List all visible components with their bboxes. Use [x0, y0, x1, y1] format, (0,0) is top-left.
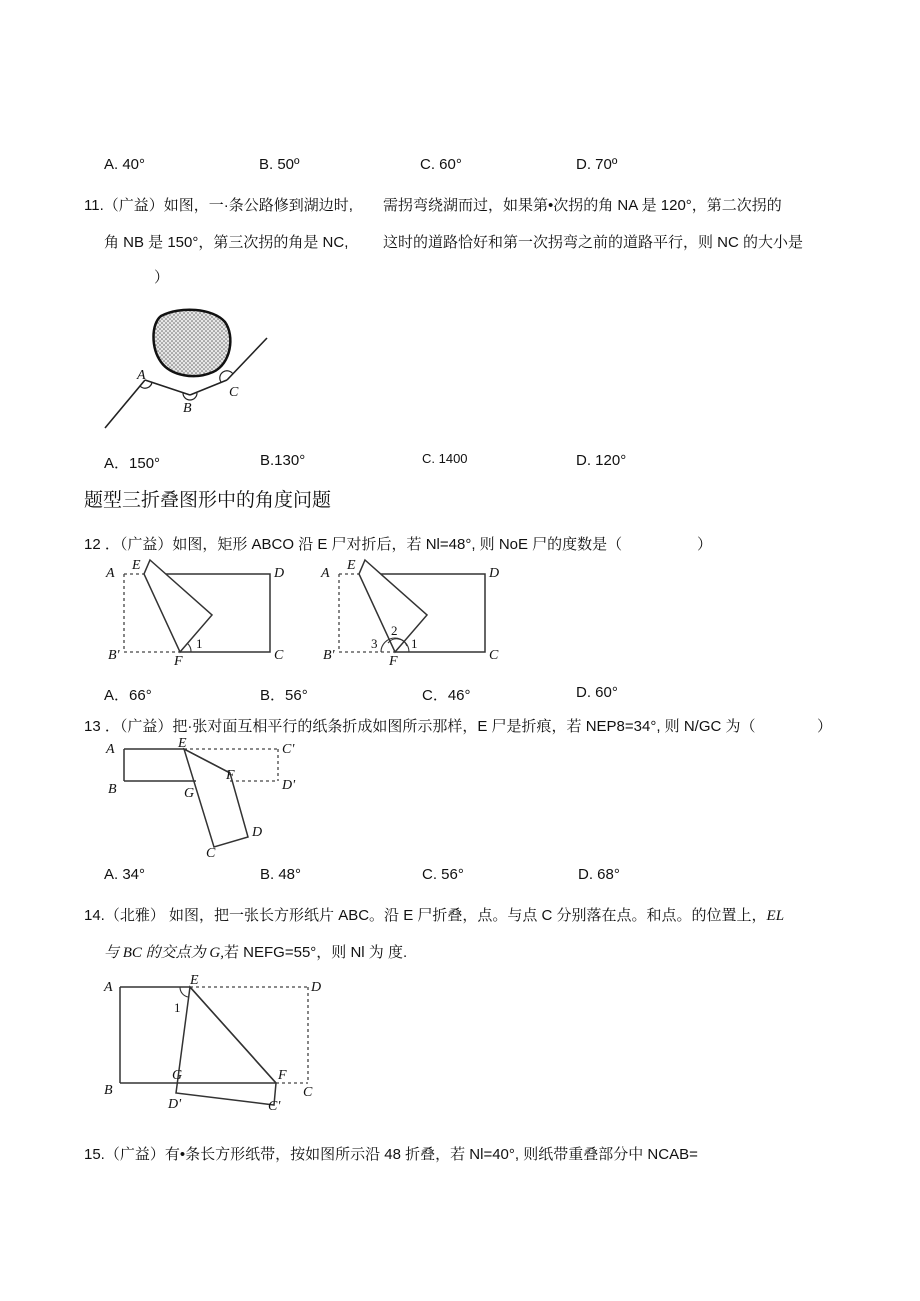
q12-fig2-label-3: 3 — [371, 636, 378, 651]
q12-option-a: A．66° — [104, 687, 152, 704]
road-segment-1 — [105, 380, 145, 428]
q11-fig-label-c: C — [229, 385, 239, 400]
q11-fig-label-b: B — [183, 401, 192, 416]
q12-text: 12 ．（广益）如图，矩形 ABCO 沿 E 尸对折后，若 Nl=48°, 则 NoE 尸的度数是（ — [84, 536, 623, 553]
q14-fig-label-e: E — [190, 973, 199, 988]
q13-fig-label-a: A — [106, 742, 115, 757]
q12-option-c: C．46° — [422, 687, 471, 704]
road-segment-3 — [190, 380, 227, 395]
q12-fig2-label-a: A — [321, 566, 330, 581]
q10-option-c: C. 60° — [420, 156, 462, 173]
q14-line1 — [84, 904, 784, 925]
q13-figure — [100, 735, 310, 860]
q11-paren: ） — [154, 269, 170, 286]
q13-option-a: A. 34° — [104, 866, 146, 883]
q14-fig-label-d-prime: D' — [168, 1097, 182, 1112]
section-title: 题型三折叠图形中的角度问题 — [84, 489, 332, 511]
q12-fig1-label-d: D — [274, 566, 285, 581]
q12-fig2-label-d: D — [489, 566, 500, 581]
q11-fig-label-a: A — [137, 368, 146, 383]
q12-fig2-label-1: 1 — [411, 636, 418, 651]
q13-text: 13 ．（广益）把·张对面互相平行的纸条折成如图所示那样，E 尸是折痕，若 NEP8=34°, 则 N/GC 为（ — [84, 718, 756, 735]
q13-option-b: B. 48° — [260, 866, 302, 883]
q12-figure-2 — [315, 555, 515, 670]
q12-fig1-label-e: E — [132, 558, 141, 573]
q10-option-a: A. 40° — [104, 156, 146, 173]
q13-fig-label-d: D — [252, 825, 263, 840]
q12-figure-1 — [100, 555, 300, 670]
q12-fig1-label-b: B' — [108, 648, 120, 663]
q13-fig-label-g: G — [184, 786, 195, 801]
q10-option-b: B. 50º — [259, 156, 300, 173]
q12-fig2-label-c: C — [489, 648, 499, 663]
q14-line1-italic: EL — [766, 908, 785, 924]
q14-fig-label-c-prime: C' — [268, 1099, 281, 1112]
q12-fig2-label-2: 2 — [391, 623, 398, 638]
q11-line2-right: 这时的道路恰好和第一次拐弯之前的道路平行，则 NC 的大小是 — [383, 234, 804, 251]
q12-fig1-label-f: F — [174, 654, 183, 669]
q13-fig-label-b: B — [108, 782, 117, 797]
q13-fig-label-c: C — [206, 846, 216, 860]
q14-line1-text: 14.（北雅） 如图，把一张长方形纸片 ABC。沿 E 尸折叠，点。与点 C 分别落在点。和点。的位置上， — [84, 907, 767, 924]
q14-fig-label-1: 1 — [174, 1000, 181, 1015]
q13-paren-close: ） — [817, 718, 833, 735]
q11-figure — [95, 300, 280, 435]
q15-text: 15.（广益）有•条长方形纸带，按如图所示沿 48 折叠，若 Nl=40°, 则纸带重叠部分中 NCAB= — [84, 1146, 698, 1163]
q11-option-d: D. 120° — [576, 452, 627, 469]
q14-fig-label-d: D — [311, 980, 322, 995]
q14-fig-label-g: G — [172, 1068, 183, 1083]
q11-option-c: C. 1400 — [422, 451, 468, 466]
q12-option-b: B．56° — [260, 687, 308, 704]
q11-option-b: B.130° — [260, 452, 306, 469]
q12-fig1-label-a: A — [106, 566, 115, 581]
q12-fig1-label-1: 1 — [196, 636, 203, 651]
q13-option-d: D. 68° — [578, 866, 620, 883]
q11-line1-right: 需拐弯绕湖而过，如果第•次拐的角 NA 是 120°，第二次拐的 — [383, 197, 782, 214]
folded-part — [176, 987, 276, 1105]
q13-fig-label-c-prime: C' — [282, 742, 295, 757]
q12-option-d: D. 60° — [576, 684, 618, 701]
q12-fig2-label-e: E — [347, 558, 356, 573]
q13-fig-label-f: F — [226, 768, 235, 783]
q13-fig-label-e: E — [178, 736, 187, 751]
q14-figure — [100, 972, 330, 1112]
q14-line2-italic: 与 BC 的交点为 G, — [104, 945, 225, 961]
q14-fig-label-b: B — [104, 1083, 113, 1098]
q11-option-a: A．150° — [104, 455, 161, 472]
q14-fig-label-f: F — [278, 1068, 287, 1083]
q11-line2-left: 角 NB 是 150°，第三次拐的角是 NC, — [104, 234, 349, 251]
q12-paren-close: ） — [697, 536, 713, 553]
q13-fig-label-d-prime: D' — [282, 778, 296, 793]
q14-line2-text: 若 NEFG=55°，则 Nl 为 度. — [224, 944, 408, 961]
q10-option-d: D. 70º — [576, 156, 618, 173]
q14-fig-label-c: C — [303, 1085, 313, 1100]
q12-fig2-label-b: B' — [323, 648, 335, 663]
q14-line2 — [104, 941, 407, 962]
q13-option-c: C. 56° — [422, 866, 464, 883]
q12-fig2-label-f: F — [389, 654, 398, 669]
q12-fig1-label-c: C — [274, 648, 284, 663]
q14-fig-label-a: A — [104, 980, 113, 995]
lake-shape — [154, 310, 231, 376]
q11-line1-left: 11.（广益）如图，一·条公路修到湖边时, — [84, 197, 353, 214]
